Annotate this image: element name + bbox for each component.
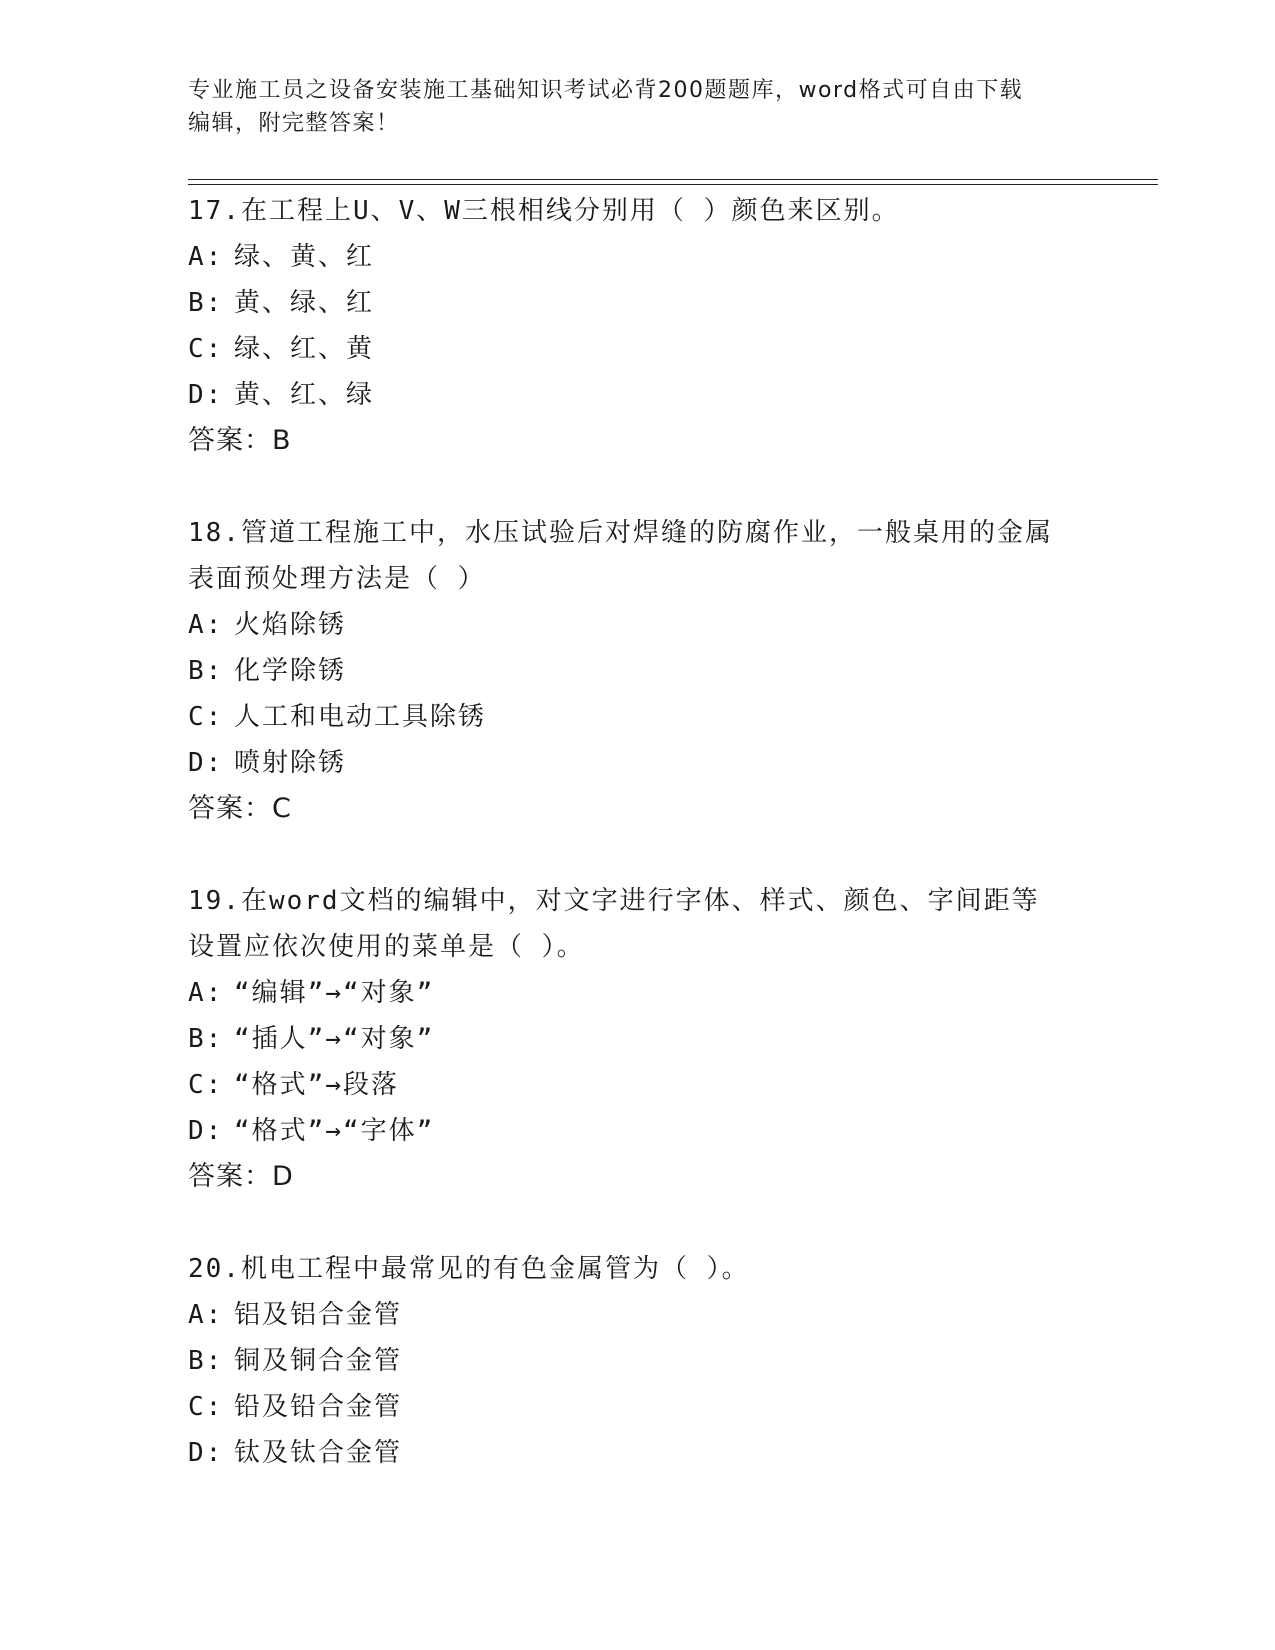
header-rule-top bbox=[188, 179, 1158, 180]
option-letter: C: bbox=[188, 334, 224, 364]
option-text: 绿、黄、红 bbox=[234, 242, 375, 272]
question-18 bbox=[188, 510, 1088, 832]
stem-line: 18.管道工程施工中，水压试验后对焊缝的防腐作业，一般桌用的金属 bbox=[188, 518, 1053, 548]
option-text: 黄、绿、红 bbox=[234, 288, 375, 318]
option-d bbox=[188, 1430, 1088, 1476]
option-letter: C: bbox=[188, 1392, 224, 1422]
option-letter: A: bbox=[188, 1300, 224, 1330]
option-d bbox=[188, 372, 1088, 418]
question-stem bbox=[188, 188, 1088, 234]
option-b bbox=[188, 1338, 1088, 1384]
option-letter: A: bbox=[188, 610, 224, 640]
option-letter: D: bbox=[188, 380, 224, 410]
option-letter: C: bbox=[188, 702, 224, 732]
option-a bbox=[188, 234, 1088, 280]
option-text: 火焰除锈 bbox=[234, 610, 347, 640]
answer: 答案：C bbox=[188, 793, 292, 824]
question-19 bbox=[188, 878, 1088, 1200]
option-letter: B: bbox=[188, 656, 224, 686]
document-header bbox=[188, 74, 1088, 140]
stem-line: 表面预处理方法是（ ） bbox=[188, 564, 486, 594]
option-d bbox=[188, 740, 1088, 786]
answer: 答案：D bbox=[188, 1161, 294, 1192]
header-rule-bottom bbox=[188, 184, 1158, 185]
option-text: 喷射除锈 bbox=[234, 748, 347, 778]
stem-line: 20.机电工程中最常见的有色金属管为（ ）。 bbox=[188, 1254, 750, 1284]
option-letter: D: bbox=[188, 1116, 224, 1146]
option-letter: A: bbox=[188, 978, 224, 1008]
option-b bbox=[188, 648, 1088, 694]
option-text: “格式”→段落 bbox=[234, 1070, 399, 1100]
option-text: “插人”→“对象” bbox=[234, 1024, 435, 1054]
stem-line: 17.在工程上U、V、W三根相线分别用（ ）颜色来区别。 bbox=[188, 196, 900, 226]
option-c bbox=[188, 326, 1088, 372]
option-letter: D: bbox=[188, 1438, 224, 1468]
option-text: 铝及铝合金管 bbox=[234, 1300, 403, 1330]
option-text: 钛及钛合金管 bbox=[234, 1438, 403, 1468]
option-letter: B: bbox=[188, 288, 224, 318]
header-line-2: 编辑，附完整答案！ bbox=[188, 111, 400, 136]
question-stem bbox=[188, 510, 1088, 602]
option-text: “格式”→“字体” bbox=[234, 1116, 435, 1146]
option-letter: C: bbox=[188, 1070, 224, 1100]
option-text: 黄、红、绿 bbox=[234, 380, 375, 410]
stem-line: 设置应依次使用的菜单是（ ）。 bbox=[188, 932, 585, 962]
option-text: 铜及铜合金管 bbox=[234, 1346, 403, 1376]
option-text: 化学除锈 bbox=[234, 656, 347, 686]
option-text: “编辑”→“对象” bbox=[234, 978, 435, 1008]
option-a bbox=[188, 970, 1088, 1016]
question-17 bbox=[188, 188, 1088, 464]
header-line-1: 专业施工员之设备安装施工基础知识考试必背200题题库，word格式可自由下载 bbox=[188, 78, 1024, 103]
option-a bbox=[188, 1292, 1088, 1338]
option-c bbox=[188, 1384, 1088, 1430]
option-c bbox=[188, 694, 1088, 740]
answer: 答案：B bbox=[188, 425, 292, 456]
question-stem bbox=[188, 1246, 1088, 1292]
option-a bbox=[188, 602, 1088, 648]
question-20 bbox=[188, 1246, 1088, 1476]
question-stem bbox=[188, 878, 1088, 970]
option-b bbox=[188, 280, 1088, 326]
option-text: 铅及铅合金管 bbox=[234, 1392, 403, 1422]
stem-line: 19.在word文档的编辑中，对文字进行字体、样式、颜色、字间距等 bbox=[188, 886, 1040, 916]
option-letter: B: bbox=[188, 1024, 224, 1054]
option-text: 绿、红、黄 bbox=[234, 334, 375, 364]
question-list bbox=[188, 188, 1088, 1522]
option-b bbox=[188, 1016, 1088, 1062]
option-c bbox=[188, 1062, 1088, 1108]
option-d bbox=[188, 1108, 1088, 1154]
option-letter: B: bbox=[188, 1346, 224, 1376]
option-text: 人工和电动工具除锈 bbox=[234, 702, 487, 732]
option-letter: D: bbox=[188, 748, 224, 778]
option-letter: A: bbox=[188, 242, 224, 272]
